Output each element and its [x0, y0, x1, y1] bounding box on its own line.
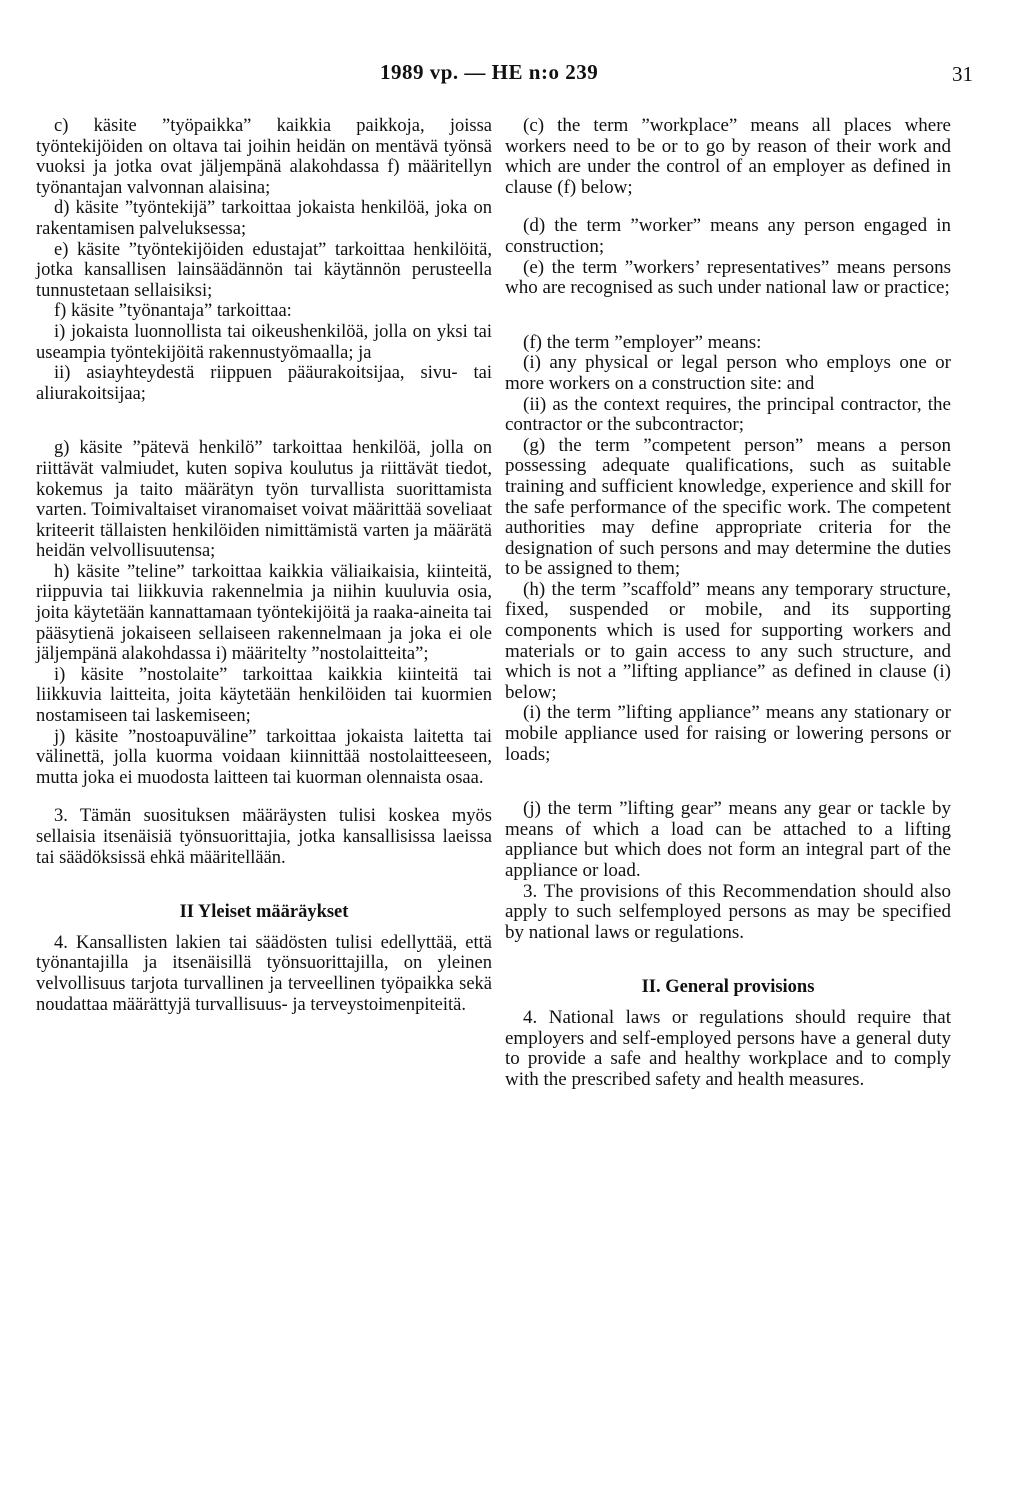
en-section-heading: II. General provisions	[641, 977, 815, 998]
fi-section-heading: II Yleiset määräykset	[179, 902, 349, 923]
running-title: 1989 vp. — HE n:o 239	[380, 60, 599, 84]
en-definition-g: (g) the term ”competent person” means a person possessing adequate qualifications, such as suitable training and sufficient knowledge, experience and skill for the safe performance of the specific work. The competent authorities may define appropriate criteria for the designation of such persons and may determine the duties to be assigned to them;	[505, 434, 951, 580]
en-paragraph-4: 4. National laws or regulations should require that employers and self-employed persons have a general duty to provide a safe and healthy workplace and to comply with the prescribed safety and health measures.	[505, 1006, 951, 1090]
fi-definition-f-ii: ii) asiayhteydestä riippuen pääurakoitsijaa, sivu- tai aliurakoitsijaa;	[36, 363, 492, 404]
page-number: 31	[952, 62, 973, 86]
fi-paragraph-3: 3. Tämän suosituksen määräysten tulisi koskea myös sellaisia itsenäisiä työnsuorittajia, jotka kansallisissa laeissa tai säädöksissä ehkä määritellään.	[36, 806, 492, 868]
fi-definition-d: d) käsite ”työntekijä” tarkoittaa jokaista henkilöä, joka on rakentamisen palveluksessa;	[36, 198, 492, 239]
fi-definition-e: e) käsite ”työntekijöiden edustajat” tarkoittaa henkilöitä, jotka kansallisen lainsäädännön tai käytännön perusteella tunnustetaan sellaisiksi;	[36, 239, 492, 301]
en-definition-e: (e) the term ”workers’ representatives” means persons who are recognised as such under national law or practice;	[505, 256, 951, 299]
en-definition-f-i: (i) any physical or legal person who employs one or more workers on a construction site: and	[505, 352, 951, 394]
fi-paragraph-4: 4. Kansallisten lakien tai säädösten tulisi edellyttää, että työnantajilla ja itsenäisillä työnsuorittajilla, on yleinen velvollisuus tarjota turvallinen ja terveellinen työpaikka sekä noudattaa määrättyjä turvallisuus- ja terveystoimenpiteitä.	[36, 932, 492, 1015]
finnish-column	[36, 116, 492, 1015]
page-header	[0, 60, 1024, 90]
en-definition-d: (d) the term ”worker” means any person engaged in construction;	[505, 215, 951, 257]
en-definition-f-ii: (ii) as the context requires, the principal contractor, the contractor or the subcontractor;	[505, 393, 951, 436]
en-definition-c: (c) the term ”workplace” means all places where workers need to be or to go by reason of their work and which are under the control of an employer as defined in clause (f) below;	[505, 115, 951, 198]
fi-definition-i: i) käsite ”nostolaite” tarkoittaa kaikkia kiinteitä tai liikkuvia laitteita, joita käytetään henkilöiden tai kuormien nostamiseen tai laskemiseen;	[36, 664, 492, 727]
fi-definition-f: f) käsite ”työnantaja” tarkoittaa:	[54, 301, 292, 322]
fi-definition-c: c) käsite ”työpaikka” kaikkia paikkoja, joissa työntekijöiden on oltava tai joihin heidän on mentävä työnsä vuoksi ja jotka ovat jäljempänä alakohdassa f) määritellyn työnantajan valvonnan alaisina;	[36, 116, 492, 198]
fi-definition-j: j) käsite ”nostoapuväline” tarkoittaa jokaista laitetta tai välinettä, jolla kuorma voidaan kiinnittää nostolaitteeseen, mutta joka ei muodosta laitteen tai kuorman olennaista osaa.	[36, 726, 492, 788]
en-definition-h: (h) the term ”scaffold” means any temporary structure, fixed, suspended or mobile, and its supporting components which is used for supporting workers and materials or to gain access to any such structure, and which is not a ”lifting appliance” as defined in clause (i) below;	[505, 578, 951, 703]
en-paragraph-3: 3. The provisions of this Recommendation should also apply to such selfemployed persons as may be specified by national laws or regulations.	[505, 880, 951, 943]
en-definition-f: (f) the term ”employer” means:	[523, 331, 762, 353]
fi-definition-h: h) käsite ”teline” tarkoittaa kaikkia väliaikaisia, kiinteitä, riippuvia tai liikkuvia rakennelmia ja niihin kuuluvia osia, joita käytetään kannattamaan työntekijöitä ja raaka-aineita tai pääsytienä jokaiseen sellaiseen rakennelmaan ja joka ei ole jäljempänä alakohdassa i) määritelty ”nostolaitteita”;	[36, 561, 492, 665]
en-definition-i: (i) the term ”lifting appliance” means any stationary or mobile appliance used for raising or lowering persons or loads;	[505, 702, 951, 765]
fi-definition-g: g) käsite ”pätevä henkilö” tarkoittaa henkilöä, jolla on riittävät valmiudet, kuten sopiva koulutus ja riittävät tiedot, kokemus ja taito määrätyn työn turvallista suorittamista varten. Toimivaltaiset viranomaiset voivat määrittää soveliaat kriteerit tällaisten henkilöiden nimittämistä varten ja määrätä heidän velvollisuutensa;	[36, 438, 492, 562]
en-definition-j: (j) the term ”lifting gear” means any gear or tackle by means of which a load can be attached to a lifting appliance but which does not form an integral part of the appliance or load.	[505, 798, 951, 881]
english-column	[505, 116, 951, 1090]
fi-definition-f-i: i) jokaista luonnollista tai oikeushenkilöä, jolla on yksi tai useampia työntekijöitä rakennustyömaalla; ja	[36, 321, 492, 363]
